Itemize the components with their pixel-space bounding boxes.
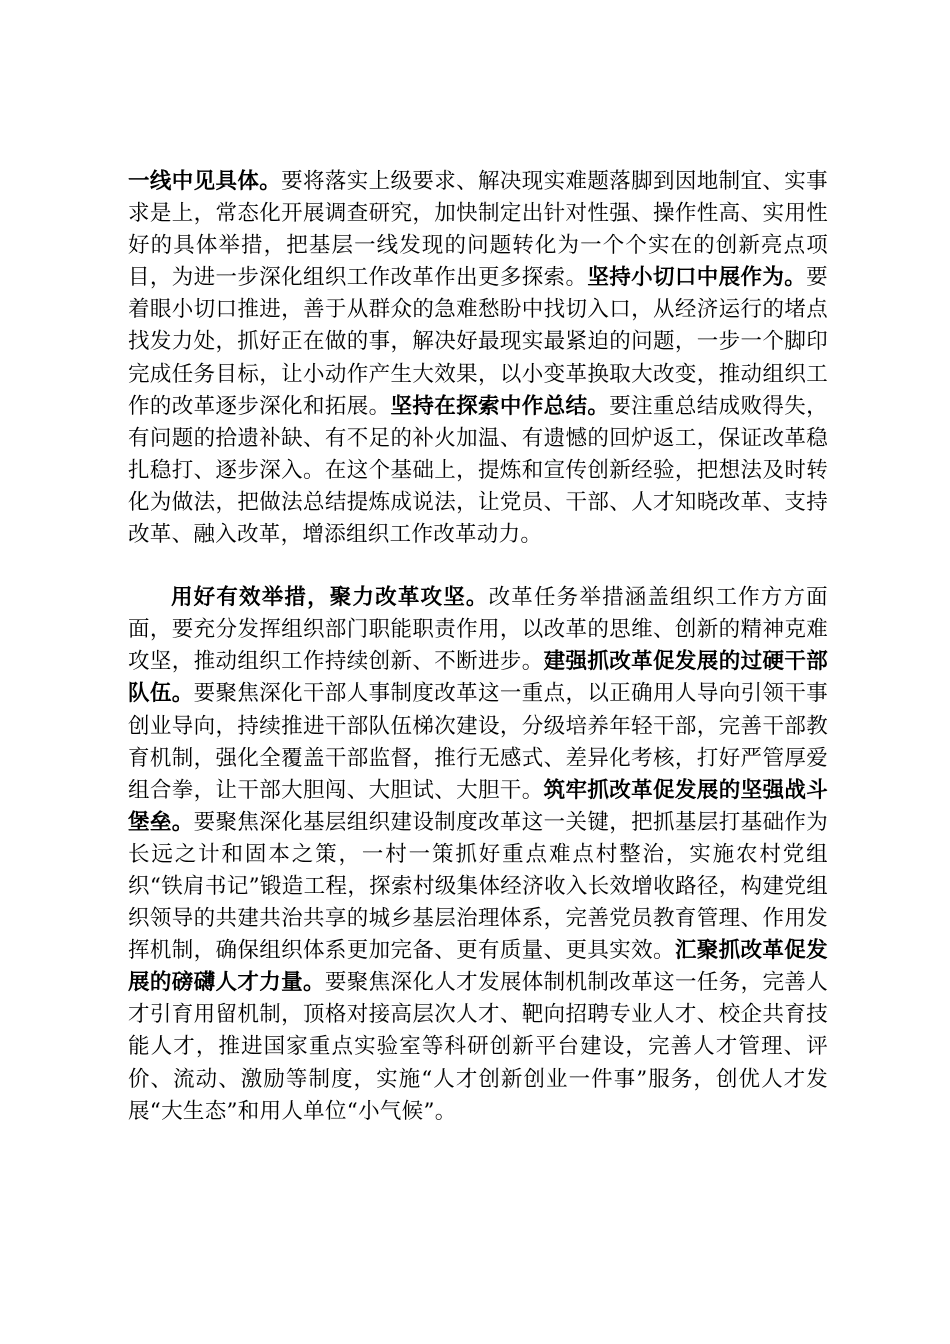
run-text: 要聚焦深化基层组织建设制度改革这一关键，把抓基层打基础作为长远之计和固本之策，一村一策抓好重点难点村整治，实施农村党组织“铁肩书记”锻造工程，探索村级集体经济收入长效增收路径，构建党组织领导的共建共治共享的城乡基层治理体系，完善党员教育管理、作用发挥机制，确保组织体系更加完备、更有质量、更具实效。 — [128, 809, 829, 964]
run-heading: 坚持小切口中展作为。 — [587, 265, 807, 291]
document-body — [128, 166, 828, 1128]
paragraph-1 — [128, 166, 828, 551]
run-heading: 筑牢抓改革促发展的坚强战斗堡垒。 — [128, 777, 828, 835]
paragraph-2 — [128, 582, 828, 1128]
run-heading: 坚持在探索中作总结。 — [390, 393, 610, 419]
run-heading: 用好有效举措，聚力改革攻坚。 — [171, 585, 489, 611]
run-text: 改革任务举措涵盖组织工作方方面面，要充分发挥组织部门职能职责作用，以改革的思维、创新的精神克难攻坚，推动组织工作持续创新、不断进步。 — [128, 585, 828, 675]
run-heading: 一线中见具体。 — [128, 169, 282, 194]
run-text: 要聚焦深化人才发展体制机制改革这一任务，完善人才引育用留机制，顶格对接高层次人才、靶向招聘专业人才、校企共育技能人才，推进国家重点实验室等科研创新平台建设，完善人才管理、评价、流动、激励等制度，实施“人才创新创业一件事”服务，创优人才发展“大生态”和用人单位“小气候”。 — [128, 970, 829, 1124]
run-text: 要聚焦深化干部人事制度改革这一重点，以正确用人导向引领干事创业导向，持续推进干部队伍梯次建设，分级培养年轻干部，完善干部教育机制，强化全覆盖干部监督，推行无感式、差异化考核，打好严管厚爱组合拳，让干部大胆闯、大胆试、大胆干。 — [128, 681, 829, 803]
run-heading: 汇聚抓改革促发展的磅礴人才力量。 — [128, 938, 828, 996]
run-heading: 建强抓改革促发展的过硬干部队伍。 — [128, 649, 828, 707]
run-text: 要着眼小切口推进，善于从群众的急难愁盼中找切入口，从经济运行的堵点找发力处，抓好正在做的事，解决好最现实最紧迫的问题，一步一个脚印完成任务目标，让小动作产生大效果，以小变革换取大改变，推动组织工作的改革逐步深化和拓展。 — [128, 265, 828, 419]
run-text: 要注重总结成败得失，有问题的拾遗补缺、有不足的补火加温、有遗憾的回炉返工，保证改革稳扎稳打、逐步深入。在这个基础上，提炼和宣传创新经验，把想法及时转化为做法，把做法总结提炼成说法，让党员、干部、人才知晓改革、支持改革、融入改革，增添组织工作改革动力。 — [128, 393, 828, 548]
run-text: 要将落实上级要求、解决现实难题落脚到因地制宜、实事求是上，常态化开展调查研究，加快制定出针对性强、操作性高、实用性好的具体举措，把基层一线发现的问题转化为一个个实在的创新亮点项目，为进一步深化组织工作改革作出更多探索。 — [128, 169, 828, 291]
